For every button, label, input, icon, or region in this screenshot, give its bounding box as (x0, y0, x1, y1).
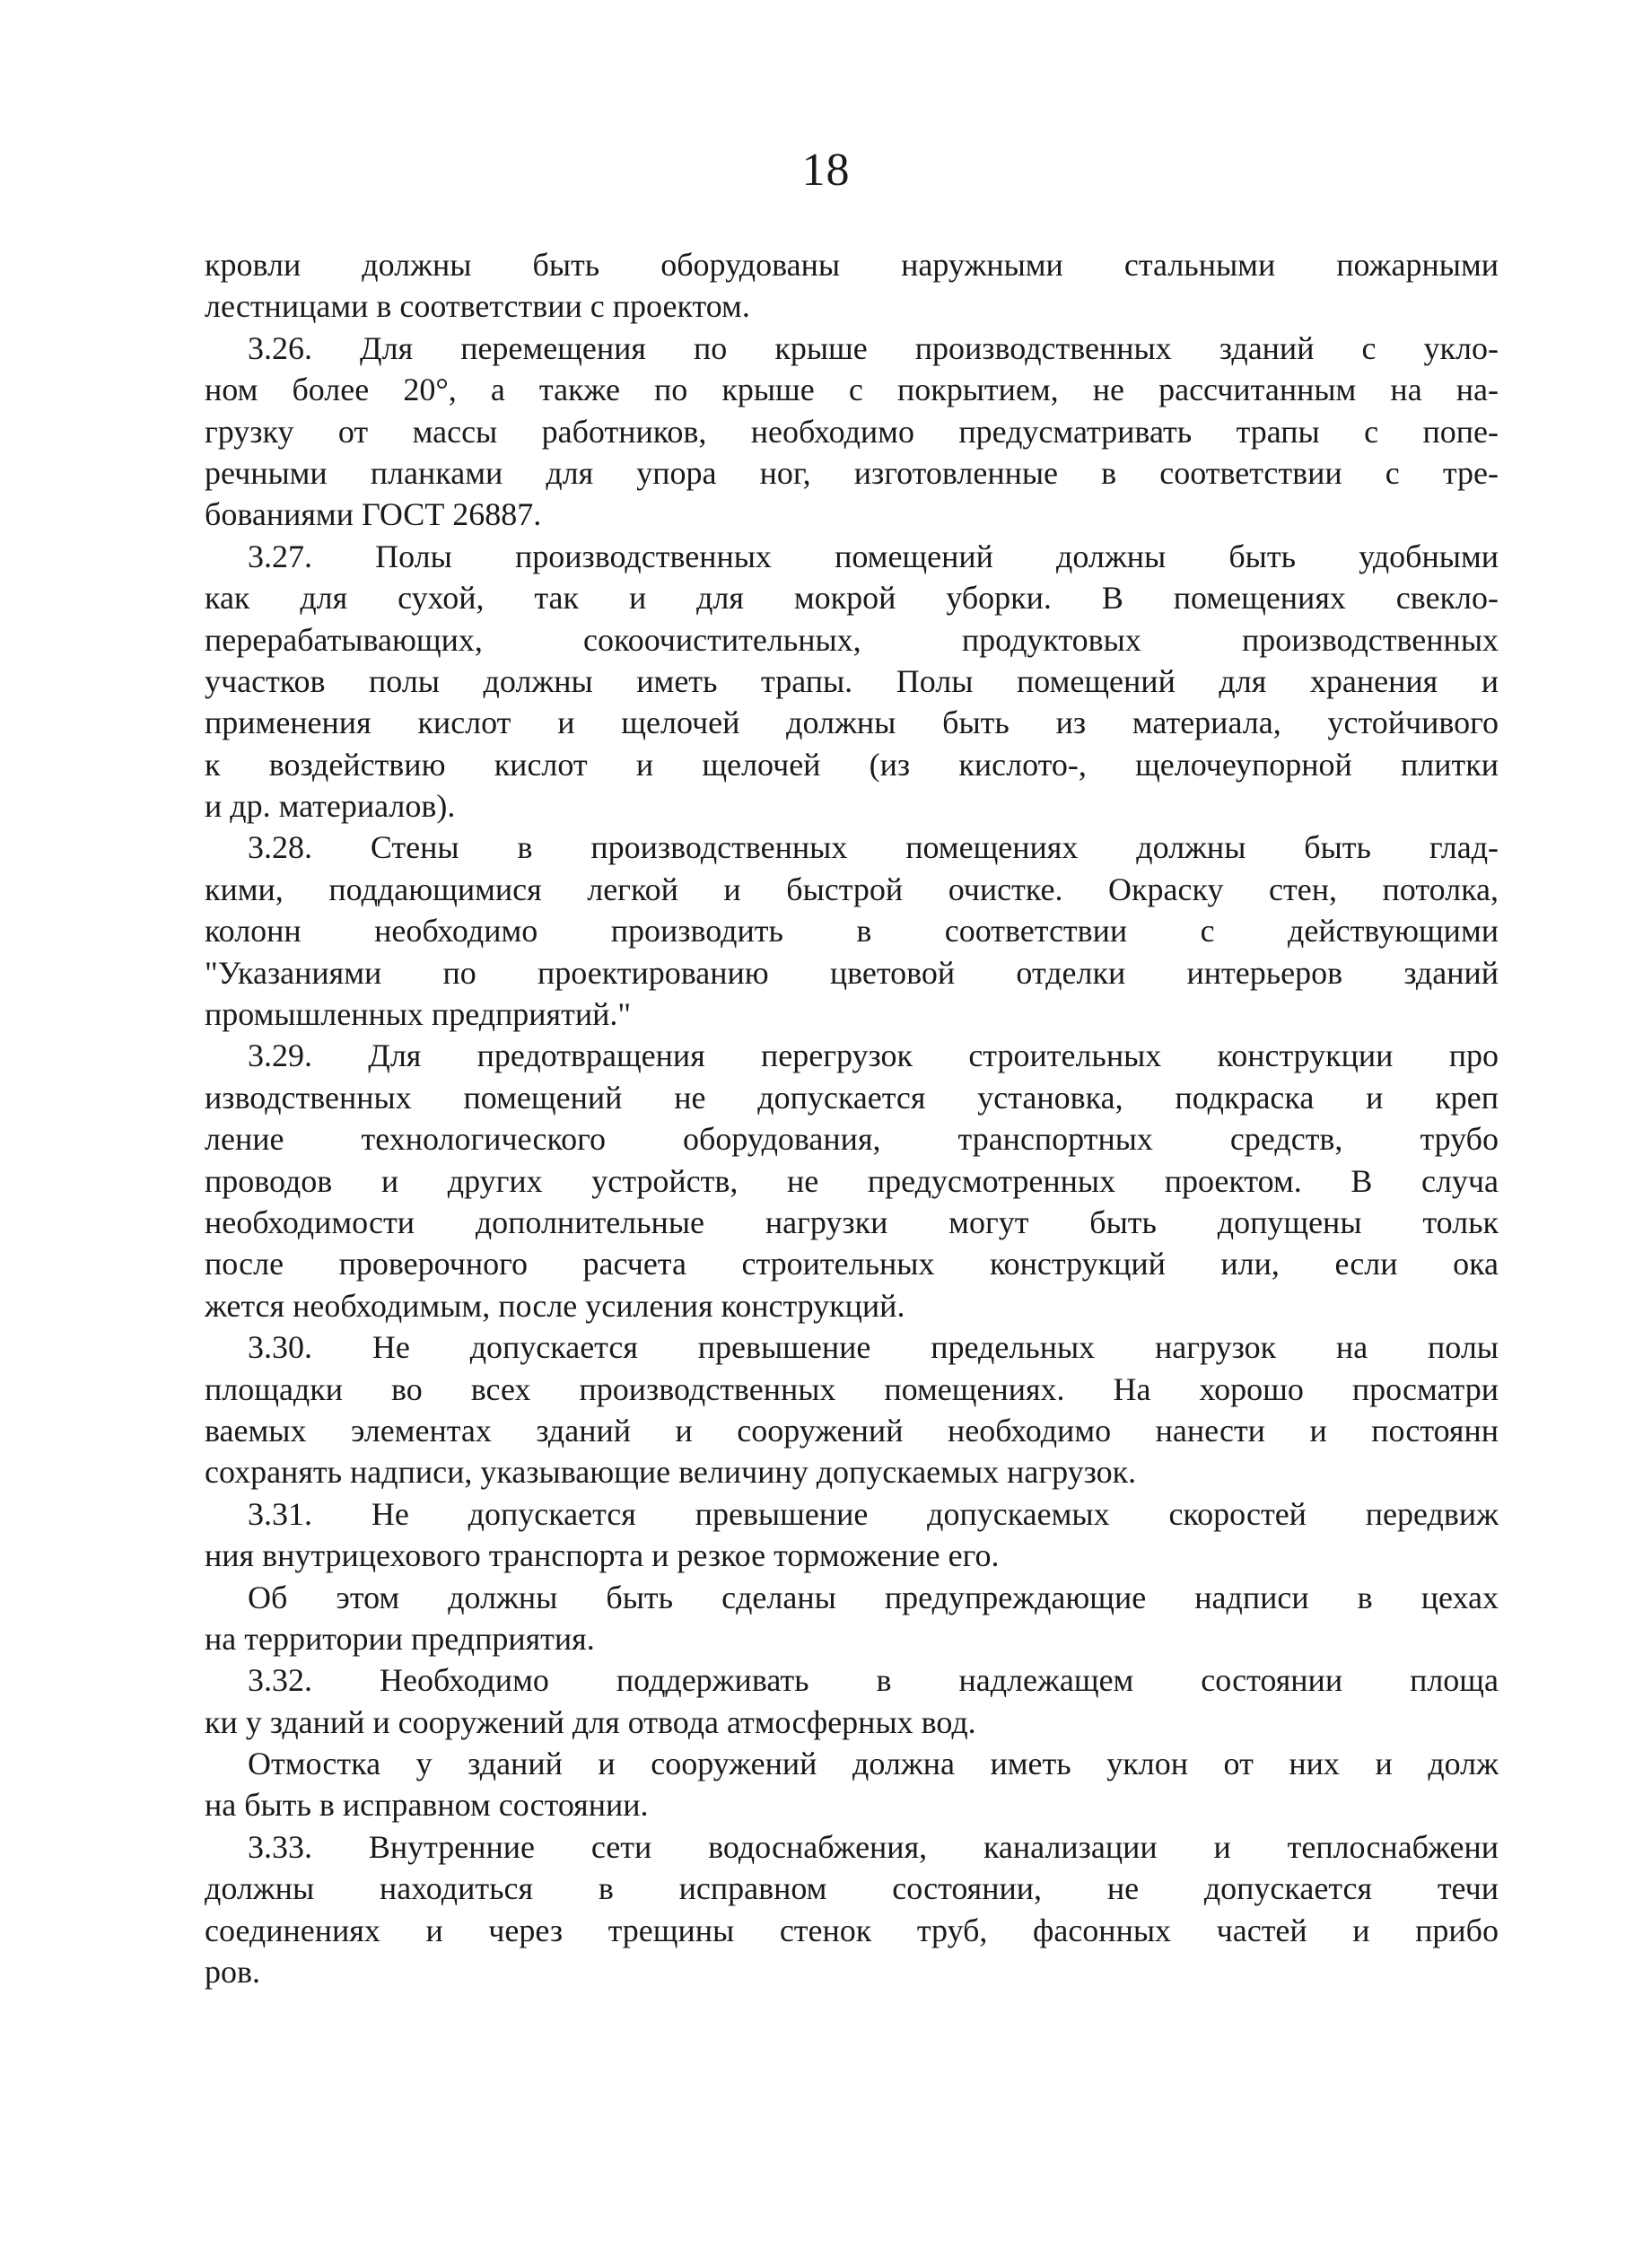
text-line: должны находиться в исправном состоянии, не допускается течи (205, 1870, 1499, 1907)
text-line: на территории предприятия. (205, 1620, 595, 1657)
text-line: площадки во всех производственных помещениях. На хорошо просматри (205, 1370, 1499, 1407)
text-line: необходимости дополнительные нагрузки могут быть допущены тольк (205, 1204, 1499, 1240)
text-line: кими, поддающимися легкой и быстрой очистке. Окраску стен, потолка, (205, 871, 1499, 907)
text-line: участков полы должны иметь трапы. Полы помещений для хранения и (205, 662, 1499, 699)
text-line: речными планками для упора ног, изготовленные в соответствии с тре- (205, 454, 1499, 491)
text-line: 3.27. Полы производственных помещений должны быть удобными (248, 538, 1499, 574)
text-line: к воздействию кислот и щелочей (из кислото-, щелочеупорной плитки (205, 746, 1499, 783)
text-line: лестницами в соответствии с проектом. (205, 288, 750, 325)
text-line: применения кислот и щелочей должны быть из материала, устойчивого (205, 705, 1499, 741)
text-line: грузку от массы работников, необходимо предусматривать трапы с попе- (205, 413, 1499, 450)
text-line: соединениях и через трещины стенок труб, фасонных частей и прибо (205, 1912, 1499, 1948)
text-line: ров. (205, 1954, 260, 1991)
text-line: после проверочного расчета строительных конструкций или, если ока (205, 1246, 1499, 1282)
text-line: 3.29. Для предотвращения перегрузок строительных конструкции про (248, 1037, 1499, 1074)
text-line: 3.32. Необходимо поддерживать в надлежащем состоянии площа (248, 1662, 1499, 1699)
text-line: 3.33. Внутренние сети водоснабжения, канализации и теплоснабжени (248, 1828, 1499, 1865)
text-line: на быть в исправном состоянии. (205, 1787, 649, 1824)
text-line: 3.26. Для перемещения по крыше производственных зданий с укло- (248, 329, 1499, 366)
text-line: ния внутрицехового транспорта и резкое торможение его. (205, 1537, 1000, 1574)
text-line: 3.30. Не допускается превышение предельных нагрузок на полы (248, 1329, 1499, 1366)
text-line: кровли должны быть оборудованы наружными стальными пожарными (205, 247, 1499, 283)
text-line: ки у зданий и сооружений для отвода атмосферных вод. (205, 1703, 976, 1740)
text-line: 3.28. Стены в производственных помещениях должны быть глад- (248, 829, 1499, 866)
text-line: бованиями ГОСТ 26887. (205, 496, 542, 533)
text-line: сохранять надписи, указывающие величину допускаемых нагрузок. (205, 1454, 1137, 1491)
text-line: ление технологического оборудования, транспортных средств, трубо (205, 1121, 1499, 1158)
text-line: промышленных предприятий." (205, 996, 632, 1033)
text-line: Отмостка у зданий и сооружений должна иметь уклон от них и долж (248, 1746, 1499, 1782)
text-line: колонн необходимо производить в соответствии с действующими (205, 913, 1499, 950)
text-line: жется необходимым, после усиления конструкций. (205, 1287, 905, 1324)
text-line: 3.31. Не допускается превышение допускаемых скоростей передвиж (248, 1495, 1499, 1532)
text-line: "Указаниями по проектированию цветовой отделки интерьеров зданий (205, 954, 1499, 991)
text-line: Об этом должны быть сделаны предупреждающие надписи в цехах (248, 1579, 1499, 1615)
text-line: как для сухой, так и для мокрой уборки. В помещениях свекло- (205, 580, 1499, 617)
text-line: изводственных помещений не допускается установка, подкраска и креп (205, 1079, 1499, 1116)
page-number: 18 (801, 144, 851, 196)
text-line: перерабатывающих, сокоочистительных, продуктовых производственных (205, 621, 1499, 658)
text-line: ном более 20°, а также по крыше с покрытием, не рассчитанным на на- (205, 372, 1499, 408)
text-line: и др. материалов). (205, 788, 456, 825)
text-line: проводов и других устройств, не предусмотренных проектом. В случа (205, 1162, 1499, 1199)
document-body (205, 244, 1499, 1992)
text-line: ваемых элементах зданий и сооружений необходимо нанести и постоянн (205, 1412, 1499, 1449)
